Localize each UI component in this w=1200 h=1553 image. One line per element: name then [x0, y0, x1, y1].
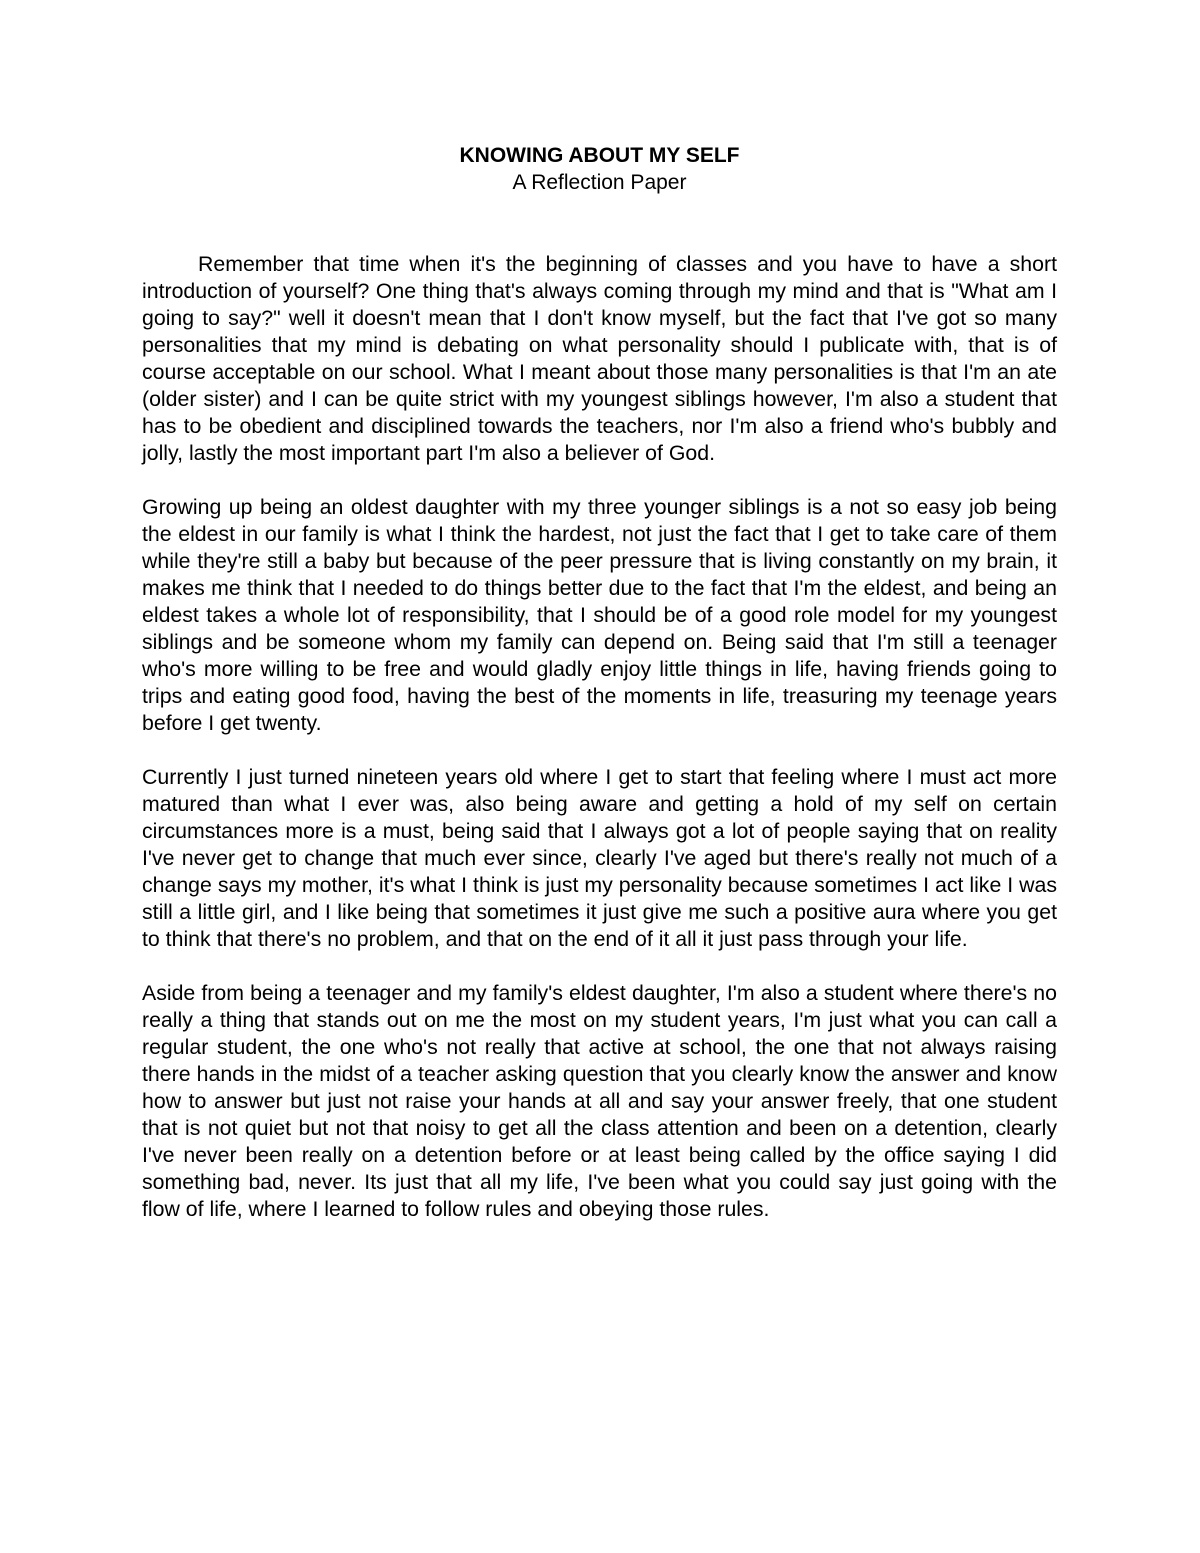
- document-title: KNOWING ABOUT MY SELF: [459, 144, 740, 167]
- paragraph-intro: Remember that time when it's the beginning of classes and you have to have a short introduction of yourself? One thing that's always coming through my mind and that is "What am I going to say?" well it doesn't mean that I don't know myself, but the fact that I've got so many personalities that my mind is debating on what personality should I publicate with, that is of course acceptable on our school. What I meant about those many personalities is that I'm an ate (older sister) and I can be quite strict with my youngest siblings however, I'm also a student that has to be obedient and disciplined towards the teachers, nor I'm also a friend who's bubbly and jolly, lastly the most important part I'm also a believer of God.: [142, 252, 1057, 465]
- document-page: [142, 142, 1057, 1250]
- paragraph-eldest-daughter: Growing up being an oldest daughter with my three younger siblings is a not so easy job being the eldest in our family is what I think the hardest, not just the fact that I get to take care of them while they're still a baby but because of the peer pressure that is living constantly on my brain, it makes me think that I needed to do things better due to the fact that I'm the eldest, and being an eldest takes a whole lot of responsibility, that I should be of a good role model for my youngest siblings and be someone whom my family can depend on. Being said that I'm still a teenager who's more willing to be free and would gladly enjoy little things in life, having friends going to trips and eating good food, having the best of the moments in life, treasuring my teenage years before I get twenty.: [142, 495, 1057, 735]
- paragraph-student: Aside from being a teenager and my family's eldest daughter, I'm also a student where there's no really a thing that stands out on me the most on my student years, I'm just what you can call a regular student, the one who's not really that active at school, the one that not always raising there hands in the midst of a teacher asking question that you clearly know the answer and know how to answer but just not raise your hands at all and say your answer freely, that one student that is not quiet but not that noisy to get all the class attention and been on a detention, clearly I've never been really on a detention before or at least being called by the office saying I did something bad, never. Its just that all my life, I've been what you could say just going with the flow of life, where I learned to follow rules and obeying those rules.: [142, 981, 1057, 1221]
- paragraph-nineteen: Currently I just turned nineteen years old where I get to start that feeling where I must act more matured than what I ever was, also being aware and getting a hold of my self on certain circumstances more is a must, being said that I always got a lot of people saying that on reality I've never get to change that much ever since, clearly I've aged but there's really not much of a change says my mother, it's what I think is just my personality because sometimes I act like I was still a little girl, and I like being that sometimes it just give me such a positive aura where you get to think that there's no problem, and that on the end of it all it just pass through your life.: [142, 765, 1057, 951]
- document-subtitle: A Reflection Paper: [512, 171, 687, 194]
